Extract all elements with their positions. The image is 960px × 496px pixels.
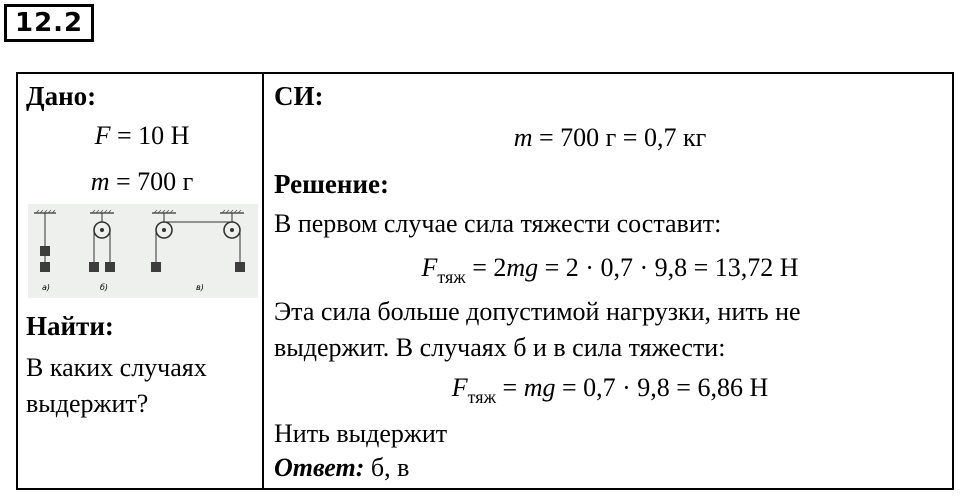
pulley-figure — [28, 204, 258, 298]
caption-a: а) — [42, 283, 51, 292]
task-number: 12.2 — [4, 4, 94, 42]
eq2-rest: = 0,7 · 9,8 = 6,86 Н — [555, 373, 769, 402]
pulley-diagram — [28, 204, 258, 298]
si-conversion — [270, 122, 950, 154]
find-question-line1: В каких случаях — [26, 353, 207, 382]
answer-label: Ответ: — [274, 453, 365, 482]
si-mass-symbol: m — [513, 123, 533, 152]
eq1-relation: = 2 — [465, 253, 507, 282]
si-conversion-value: = 700 г = 0,7 кг — [532, 123, 707, 152]
mass-value: = 700 г — [109, 167, 194, 196]
case-a — [40, 213, 50, 272]
eq1-rest: = 2 · 0,7 · 9,8 = 13,72 Н — [538, 253, 799, 282]
mass-symbol: m — [90, 167, 110, 196]
find-heading: Найти: — [26, 311, 114, 341]
eq2-mg: mg — [523, 373, 556, 402]
given-mass — [24, 166, 260, 198]
eq1-mg: mg — [506, 253, 539, 282]
caption-c: в) — [196, 283, 204, 292]
case-c — [151, 213, 245, 272]
equation-2 — [270, 372, 950, 406]
answer-value: б, в — [364, 453, 410, 482]
find-question-line2: выдержит? — [26, 389, 149, 418]
eq1-subscript: тяж — [437, 267, 466, 287]
force-value: = 10 Н — [110, 121, 190, 150]
solution-line4: Нить выдержит — [274, 419, 448, 448]
answer-line — [274, 452, 409, 484]
eq1-force-symbol: F — [421, 253, 438, 282]
solution-heading: Решение: — [274, 169, 389, 199]
solution-line2: Эта сила больше допустимой нагрузки, нить не — [274, 297, 801, 326]
column-divider — [262, 72, 264, 490]
caption-b: б) — [100, 283, 109, 292]
solution-line3: выдержит. В случаях б и в сила тяжести: — [274, 333, 726, 362]
given-heading: Дано: — [26, 81, 97, 111]
equation-1 — [270, 252, 950, 286]
si-heading: СИ: — [274, 81, 324, 111]
eq2-force-symbol: F — [451, 373, 468, 402]
solution-line1: В первом случае сила тяжести составит: — [274, 209, 722, 238]
eq2-relation: = — [496, 373, 524, 402]
eq2-subscript: тяж — [467, 387, 497, 407]
case-b — [89, 213, 115, 272]
force-symbol: F — [94, 121, 111, 150]
given-force — [24, 120, 260, 152]
